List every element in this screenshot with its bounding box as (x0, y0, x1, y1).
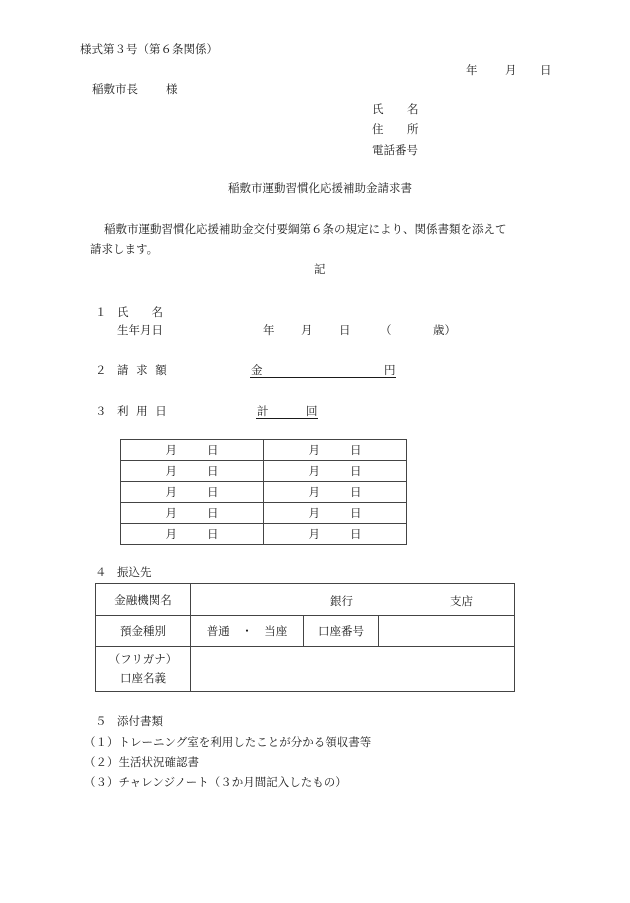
table-row (121, 503, 407, 524)
ki-heading: 記 (314, 262, 326, 276)
furigana-label: （フリガナ） (108, 652, 178, 666)
amount-suffix: 円 (384, 363, 396, 377)
addressee-name: 稲敷市長 (92, 82, 138, 96)
form-number: 様式第３号（第６条関係） (80, 42, 218, 56)
table-row (121, 440, 407, 461)
addressee-honorific: 様 (166, 82, 178, 96)
month-label: 月 (308, 464, 320, 478)
month-label: 月 (165, 464, 177, 478)
table-row (121, 524, 407, 545)
account-name-label-cell (96, 647, 191, 692)
date-month-label: 月 (505, 63, 517, 77)
section5-number: ５ (95, 714, 107, 728)
account-number-field[interactable] (379, 616, 515, 647)
account-name-field[interactable] (191, 647, 515, 692)
usage-date-cell[interactable] (264, 461, 407, 482)
month-label: 月 (165, 527, 177, 541)
applicant-phone-label: 電話番号 (372, 143, 418, 157)
table-row (96, 584, 515, 616)
institution-field[interactable] (191, 584, 515, 616)
usage-date-cell[interactable] (264, 524, 407, 545)
table-row (121, 482, 407, 503)
birth-day-label: 日 (339, 323, 351, 337)
attachment-item-3: （３）チャレンジノート（３か月間記入したもの） (84, 775, 347, 789)
usage-count-underline (256, 418, 318, 419)
day-label: 日 (207, 464, 219, 478)
section2-number: ２ (95, 363, 107, 377)
document-title: 稲敷市運動習慣化応援補助金請求書 (228, 181, 412, 195)
bank-info-table (95, 583, 515, 692)
body-text-line2: 請求します。 (90, 242, 159, 256)
day-label: 日 (207, 527, 219, 541)
applicant-name-label: 氏 名 (372, 102, 425, 116)
month-label: 月 (308, 485, 320, 499)
birth-month-label: 月 (301, 323, 313, 337)
table-row (96, 647, 515, 692)
usage-count-suffix: 回 (306, 404, 318, 418)
amount-underline (250, 377, 396, 378)
month-label: 月 (308, 443, 320, 457)
deposit-type-options[interactable]: 普通 ・ 当座 (191, 616, 304, 647)
date-year-label: 年 (466, 63, 478, 77)
account-number-label: 口座番号 (304, 616, 379, 647)
usage-date-cell[interactable] (264, 440, 407, 461)
day-label: 日 (207, 506, 219, 520)
deposit-type-label: 預金種別 (96, 616, 191, 647)
age-open-paren: （ (380, 323, 392, 337)
table-row (96, 616, 515, 647)
table-row (121, 461, 407, 482)
usage-days-label: 利 用 日 (117, 404, 169, 418)
amount-prefix: 金 (251, 363, 263, 377)
day-label: 日 (350, 485, 362, 499)
age-label: 歳） (433, 323, 456, 337)
body-text-line1: 稲敷市運動習慣化応援補助金交付要綱第６条の規定により、関係書類を添えて (104, 222, 507, 236)
branch-suffix: 支店 (450, 594, 473, 608)
section3-number: ３ (95, 404, 107, 418)
usage-count-prefix: 計 (257, 404, 269, 418)
day-label: 日 (350, 527, 362, 541)
account-name-label: 口座名義 (120, 671, 166, 685)
day-label: 日 (350, 464, 362, 478)
month-label: 月 (308, 506, 320, 520)
claim-amount-label: 請 求 額 (117, 363, 169, 377)
usage-date-cell[interactable] (264, 482, 407, 503)
birth-date-label: 生年月日 (117, 323, 163, 337)
birth-year-label: 年 (263, 323, 275, 337)
section1-name-label: 氏 名 (117, 305, 163, 319)
usage-dates-table (120, 439, 407, 545)
section1-number: １ (95, 305, 107, 319)
bank-suffix: 銀行 (330, 594, 353, 608)
day-label: 日 (350, 506, 362, 520)
usage-date-cell[interactable] (121, 440, 264, 461)
attachment-item-2: （２）生活状況確認書 (84, 755, 199, 769)
section4-number: ４ (95, 565, 107, 579)
usage-date-cell[interactable] (121, 461, 264, 482)
day-label: 日 (207, 485, 219, 499)
month-label: 月 (308, 527, 320, 541)
applicant-address-label: 住 所 (372, 122, 425, 136)
attachments-label: 添付書類 (117, 714, 163, 728)
month-label: 月 (165, 506, 177, 520)
day-label: 日 (207, 443, 219, 457)
usage-date-cell[interactable] (121, 482, 264, 503)
month-label: 月 (165, 485, 177, 499)
usage-date-cell[interactable] (121, 503, 264, 524)
date-day-label: 日 (540, 63, 552, 77)
usage-date-cell[interactable] (264, 503, 407, 524)
transfer-destination-label: 振込先 (117, 565, 152, 579)
month-label: 月 (165, 443, 177, 457)
usage-date-cell[interactable] (121, 524, 264, 545)
day-label: 日 (350, 443, 362, 457)
institution-label: 金融機関名 (96, 584, 191, 616)
attachment-item-1: （１）トレーニング室を利用したことが分かる領収書等 (84, 735, 372, 749)
